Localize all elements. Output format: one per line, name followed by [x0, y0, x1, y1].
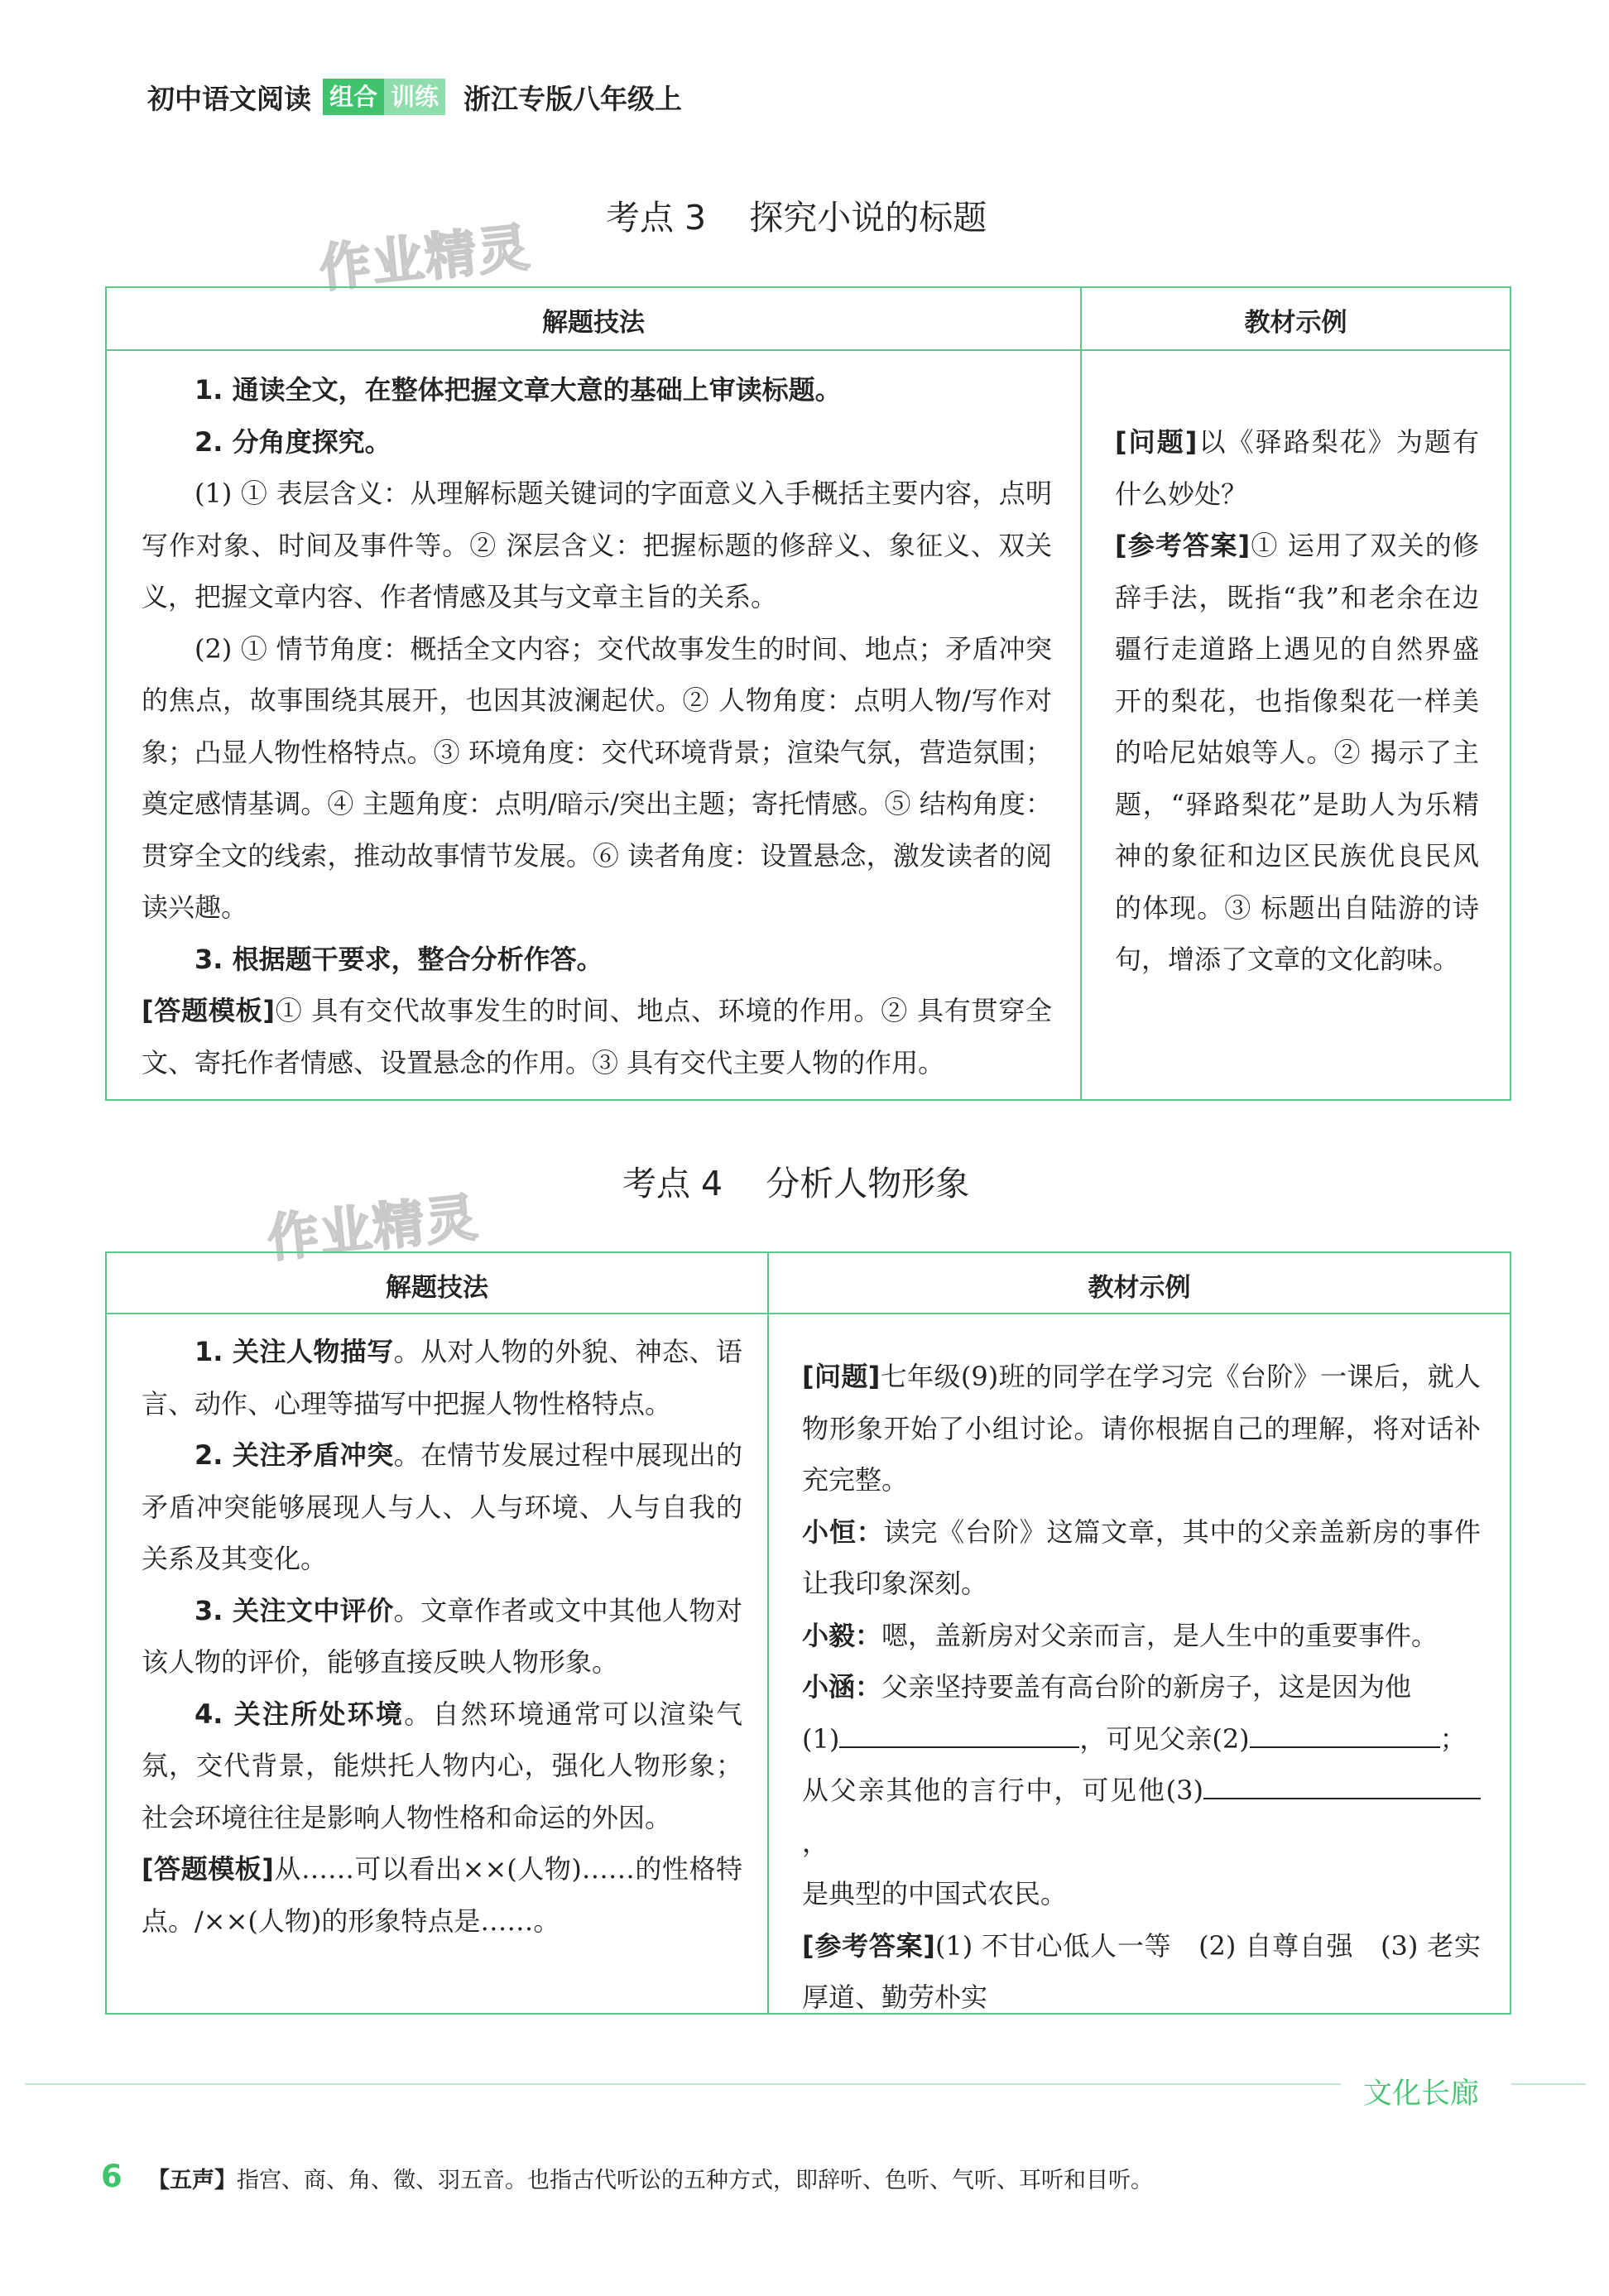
method-4 — [142, 1688, 742, 1844]
answer-template-text: 从……可以看出××(人物)……的性格特点。/××(人物)的形象特点是……。 — [142, 1853, 742, 1937]
speaker-name: 小恒： — [802, 1515, 884, 1548]
step-2-1: (1) ① 表层含义：从理解标题关键词的字面意义入手概括主要内容，点明写作对象、时间及事件等。② 深层含义：把握标题的修辞义、象征义、双关义，把握文章内容、作者情感及其与文章主旨的关系。 — [142, 478, 1052, 612]
watermark-2: 作业精灵 — [264, 1186, 482, 1270]
column-divider — [767, 1253, 769, 2013]
column-head-example: 教材示例 — [1088, 1273, 1191, 1303]
answer-template — [142, 985, 1052, 1088]
fill-line-1-tail: ； — [1439, 1722, 1467, 1755]
method-1-text: 。从对人物的外貌、神态、语言、动作、心理等描写中把握人物性格特点。 — [142, 1336, 742, 1419]
speaker-name: 小涵： — [802, 1671, 882, 1703]
footer-glossary — [147, 2162, 1153, 2194]
fill-line-3: 是典型的中国式农民。 — [802, 1878, 1068, 1909]
series-tag-b: 训练 — [384, 79, 445, 115]
blank-3-label: 从父亲其他的言行中，可见他(3) — [802, 1775, 1203, 1806]
reference-answer-text: ① 运用了双关的修辞手法，既指“我”和老余在边疆行走道路上遇见的自然界盛开的梨花，也指像梨花一样美的哈尼姑娘等人。② 揭示了主题，“驿路梨花”是助人为乐精神的象征和边区民族优良民风的体现。③ 标题出自陆游的诗句，增添了文章的文化韵味。 — [1115, 530, 1479, 975]
fill-line-2-tail: ， — [802, 1826, 829, 1858]
footer-rule-right — [1511, 2083, 1586, 2085]
blank-2-label: ，可见父亲(2) — [1079, 1722, 1250, 1755]
answer-blank-2[interactable] — [1250, 1722, 1440, 1748]
reference-answer-label: [参考答案] — [802, 1929, 935, 1962]
dialogue-text: 读完《台阶》这篇文章，其中的父亲盖新房的事件让我印象深刻。 — [802, 1515, 1481, 1599]
answer-blank-1[interactable] — [839, 1722, 1079, 1748]
dialogue-line-2 — [802, 1610, 1481, 1662]
answer-template — [142, 1843, 742, 1947]
footer-section-label: 文化长廊 — [1363, 2077, 1480, 2111]
dialogue-text: 父亲坚持要盖有高台阶的新房子，这是因为他 — [881, 1671, 1412, 1703]
book-header — [147, 76, 682, 118]
answer-blank-3[interactable] — [1203, 1773, 1481, 1799]
method-4-text: 。自然环境通常可以渲染气氛，交代背景，能烘托人物内心，强化人物形象；社会环境往往是影响人物性格和命运的外因。 — [142, 1698, 742, 1833]
speaker-name: 小毅： — [802, 1619, 882, 1651]
step-2: 2. 分角度探究。 — [195, 425, 391, 458]
question-text: 七年级(9)班的同学在学习完《台阶》一课后，就人物形象开始了小组讨论。请你根据自己的理解，将对话补充完整。 — [802, 1361, 1481, 1496]
question-label: [问题] — [802, 1361, 881, 1392]
method-1-head: 1. 关注人物描写 — [195, 1336, 394, 1367]
step-3: 3. 根据题干要求，整合分析作答。 — [195, 943, 603, 975]
header-divider — [107, 349, 1510, 351]
method-2 — [142, 1429, 742, 1585]
step-1: 1. 通读全文，在整体把握文章大意的基础上审读标题。 — [195, 374, 842, 406]
method-3-text: 。文章作者或文中其他人物对该人物的评价，能够直接反映人物形象。 — [142, 1594, 742, 1678]
dialogue-text: 嗯，盖新房对父亲而言，是人生中的重要事件。 — [881, 1619, 1438, 1651]
column-head-method: 解题技法 — [542, 308, 645, 338]
dialogue-line-1 — [802, 1506, 1481, 1610]
section-3-method-text — [142, 364, 1052, 1088]
answer-template-label: [答题模板] — [142, 1853, 274, 1885]
example-question — [1115, 416, 1479, 520]
edition-label: 浙江专版八年级上 — [463, 82, 683, 115]
section-4-method-text — [142, 1326, 742, 1947]
reference-answer-label: [参考答案] — [1115, 530, 1251, 561]
column-head-example: 教材示例 — [1244, 308, 1347, 338]
dialogue-line-3 — [802, 1661, 1481, 1713]
question-text: 以《驿路梨花》为题有什么妙处？ — [1115, 426, 1479, 510]
header-divider — [107, 1313, 1510, 1314]
section-4-title: 考点 4 分析人物形象 — [622, 1164, 970, 1203]
answer-template-label: [答题模板] — [142, 995, 276, 1026]
column-head-method: 解题技法 — [386, 1273, 488, 1303]
section-3-table — [105, 286, 1511, 1101]
book-title: 初中语文阅读 — [147, 82, 311, 115]
answer-template-text: ① 具有交代故事发生的时间、地点、环境的作用。② 具有贯穿全文、寄托作者情感、设置悬念的作用。③ 具有交代主要人物的作用。 — [142, 995, 1052, 1078]
column-divider — [1080, 288, 1082, 1099]
footer-rule-left — [25, 2083, 1341, 2085]
step-2-2: (2) ① 情节角度：概括全文内容；交代故事发生的时间、地点；矛盾冲突的焦点，故事围绕其展开，也因其波澜起伏。② 人物角度：点明人物/写作对象；凸显人物性格特点。③ 环境角度：交代环境背景；渲染气氛，营造氛围；奠定感情基调。④ 主题角度：点明/暗示/突出主题；寄托情感。⑤ 结构角度：贯穿全文的线索，推动故事情节发展。⑥ 读者角度：设置悬念，激发读者的阅读兴趣。 — [142, 632, 1052, 923]
glossary-term: 【五声】 — [147, 2168, 237, 2193]
series-tag-a: 组合 — [323, 79, 384, 115]
fill-line-2 — [802, 1765, 1481, 1868]
watermark-1: 作业精灵 — [316, 216, 534, 300]
example-question — [802, 1351, 1481, 1506]
blank-1-label: (1) — [802, 1722, 840, 1755]
page-number: 6 — [101, 2159, 122, 2194]
method-1 — [142, 1326, 742, 1429]
method-2-text: 。在情节发展过程中展现出的矛盾冲突能够展现人与人、人与环境、人与自我的关系及其变化。 — [142, 1439, 742, 1574]
example-answer — [1115, 520, 1479, 986]
method-2-head: 2. 关注矛盾冲突 — [195, 1439, 394, 1471]
method-4-head: 4. 关注所处环境 — [195, 1698, 405, 1730]
series-tag — [323, 79, 445, 115]
section-4-table — [105, 1251, 1511, 2015]
reference-answer-text: (1) 不甘心低人一等 (2) 自尊自强 (3) 老实厚道、勤劳朴实 — [802, 1929, 1481, 2013]
method-3-head: 3. 关注文中评价 — [195, 1594, 394, 1626]
section-3-example-text — [1115, 416, 1479, 986]
section-3-title: 考点 3 探究小说的标题 — [606, 198, 987, 238]
section-4-example-text — [802, 1351, 1481, 2024]
method-3 — [142, 1585, 742, 1688]
question-label: [问题] — [1115, 426, 1198, 458]
glossary-text: 指宫、商、角、徵、羽五音。也指古代听讼的五种方式，即辞听、色听、气听、耳听和目听。 — [237, 2168, 1153, 2193]
example-answer — [802, 1920, 1481, 2024]
fill-line-1 — [802, 1713, 1481, 1765]
